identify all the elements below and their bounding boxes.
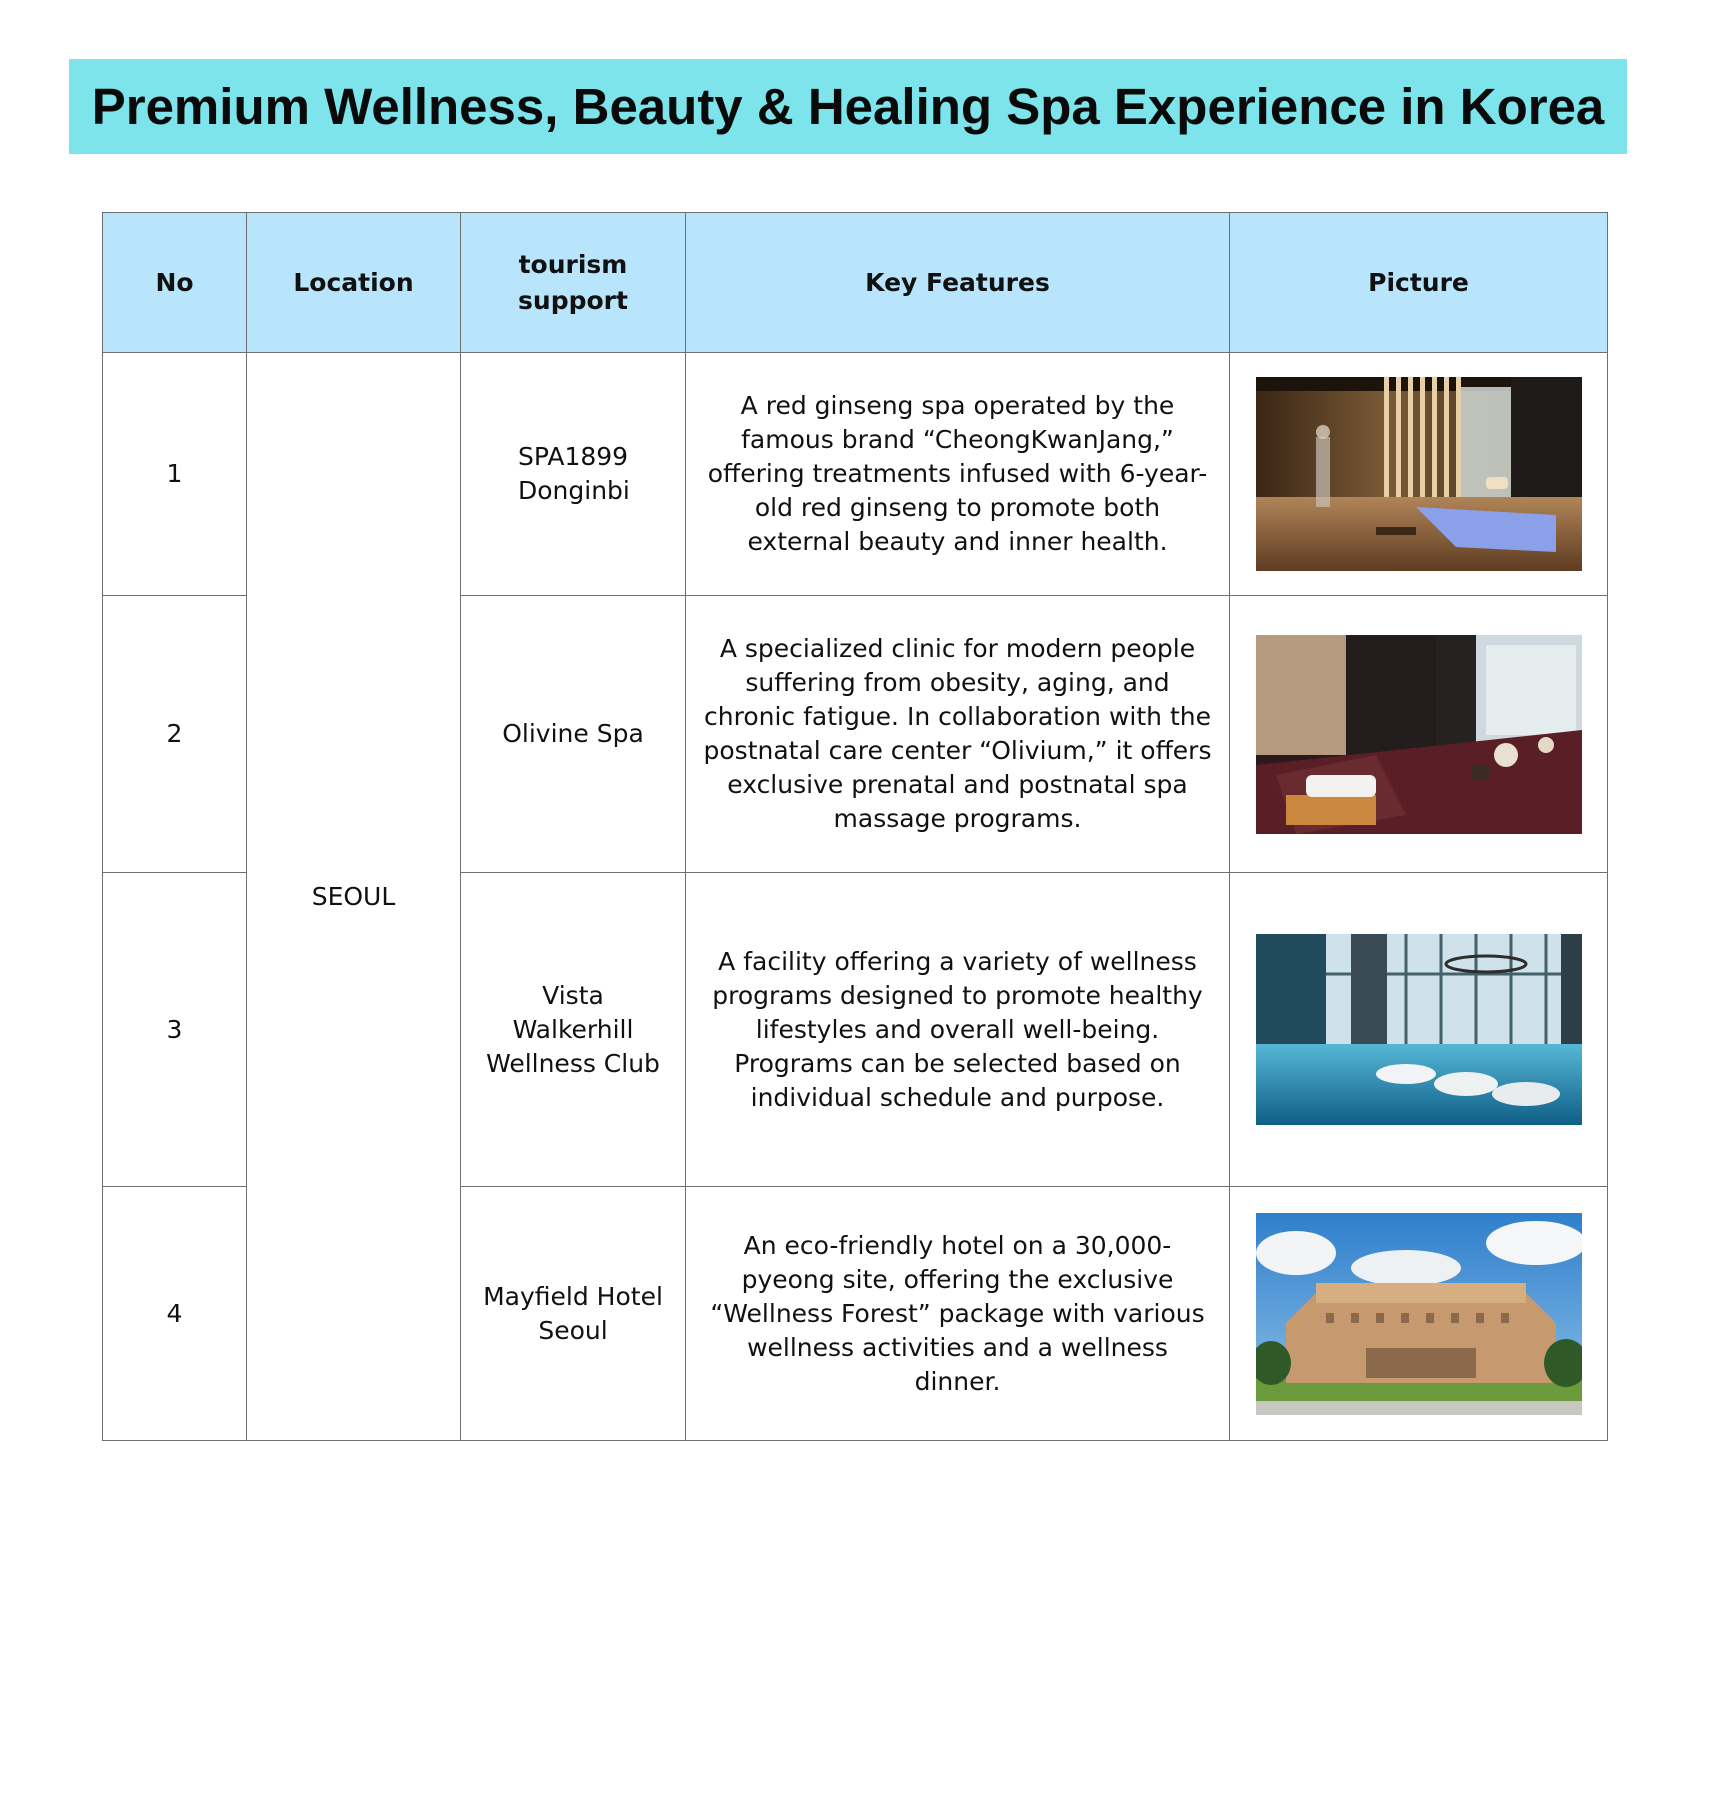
spa1899-photo — [1256, 377, 1582, 571]
mayfield-hotel-photo — [1256, 1213, 1582, 1415]
row-number: 3 — [103, 873, 247, 1187]
location-cell: SEOUL — [247, 353, 461, 1441]
key-features-text: A facility offering a variety of wellness programs designed to promote healthy lifestyles and overall well-being. Programs can be selected based on individual schedule and purpose. — [686, 873, 1230, 1187]
row-number: 4 — [103, 1187, 247, 1441]
title-banner — [69, 59, 1627, 154]
key-features-text: A red ginseng spa operated by the famous brand “CheongKwanJang,” offering treatments infused with 6-year-old red ginseng to promote both external beauty and inner health. — [686, 353, 1230, 596]
picture-cell — [1230, 353, 1608, 596]
header-key-features: Key Features — [686, 213, 1230, 353]
header-tourism-support: tourism support — [461, 213, 686, 353]
row-number: 1 — [103, 353, 247, 596]
key-features-text: A specialized clinic for modern people suffering from obesity, aging, and chronic fatigue. In collaboration with the postnatal care center “Olivium,” it offers exclusive prenatal and postnatal spa massage programs. — [686, 596, 1230, 873]
spa-name: Mayfield Hotel Seoul — [461, 1187, 686, 1441]
page-title: Premium Wellness, Beauty & Healing Spa Experience in Korea — [91, 78, 1605, 135]
picture-cell — [1230, 596, 1608, 873]
spa-name: Vista Walkerhill Wellness Club — [461, 873, 686, 1187]
picture-cell — [1230, 1187, 1608, 1441]
spa-name: SPA1899 Donginbi — [461, 353, 686, 596]
olivine-spa-photo — [1256, 635, 1582, 834]
header-no: No — [103, 213, 247, 353]
header-picture: Picture — [1230, 213, 1608, 353]
table-row — [103, 353, 1608, 596]
table-header-row — [103, 213, 1608, 353]
spa-name: Olivine Spa — [461, 596, 686, 873]
vista-walkerhill-photo — [1256, 934, 1582, 1125]
spa-table — [102, 212, 1608, 1441]
header-location: Location — [247, 213, 461, 353]
key-features-text: An eco-friendly hotel on a 30,000-pyeong site, offering the exclusive “Wellness Forest” package with various wellness activities and a wellness dinner. — [686, 1187, 1230, 1441]
row-number: 2 — [103, 596, 247, 873]
picture-cell — [1230, 873, 1608, 1187]
